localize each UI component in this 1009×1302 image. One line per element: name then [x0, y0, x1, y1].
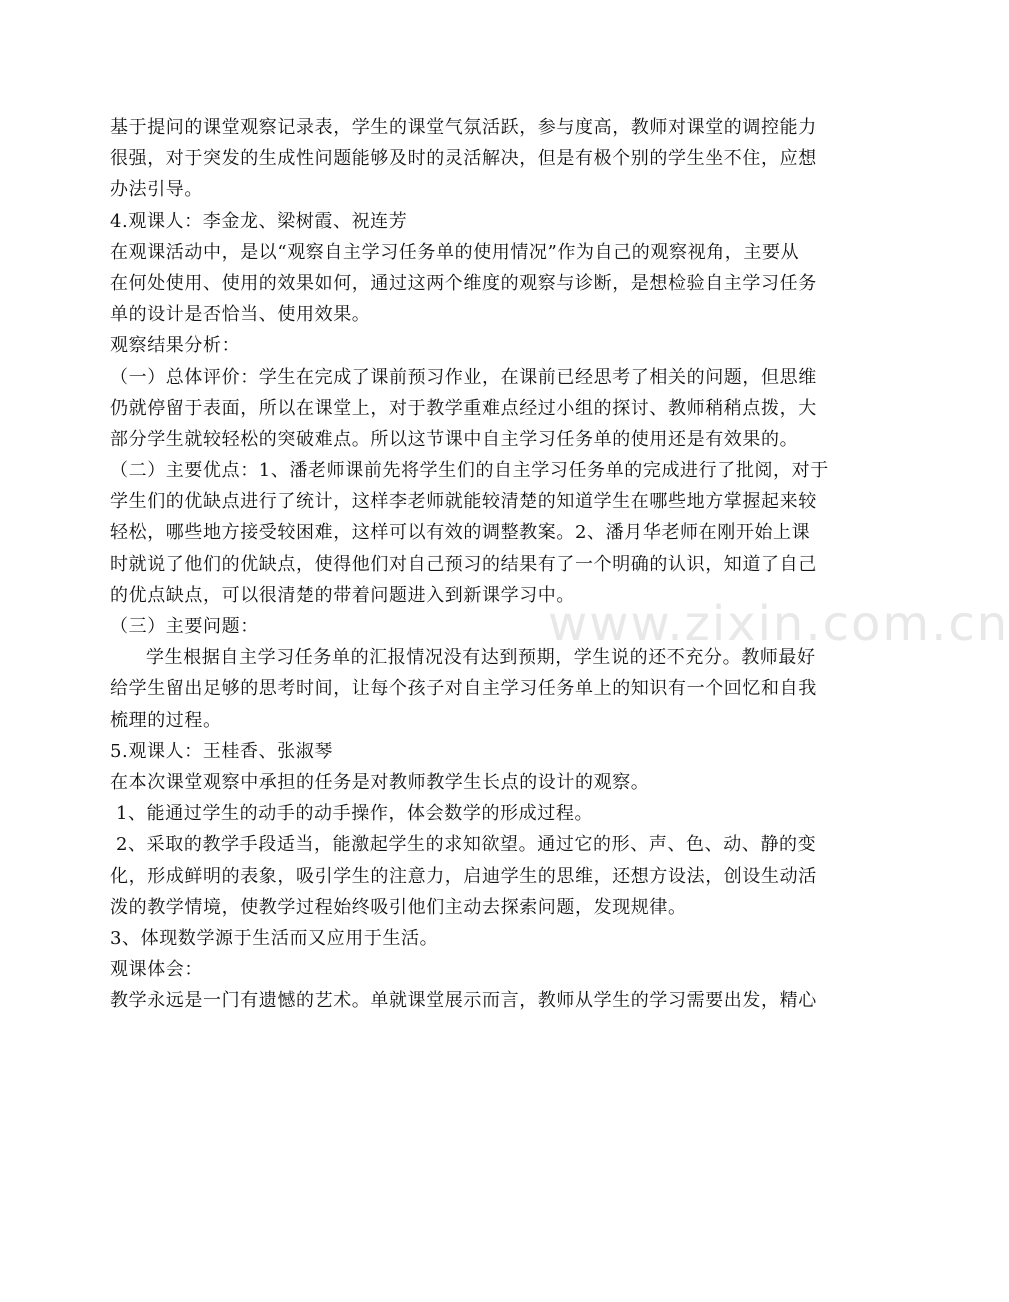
list-item: 3、体现数学源于生活而又应用于生活。 [110, 927, 439, 949]
text-line: 在观课活动中，是以“观察自主学习任务单的使用情况”作为自己的观察视角，主要从 [110, 241, 800, 263]
document-body [110, 112, 829, 1016]
text-line: 部分学生就较轻松的突破难点。所以这节课中自主学习任务单的使用还是有效果的。 [110, 428, 799, 450]
subheading-main-problems: （三）主要问题： [110, 616, 259, 637]
text-line: 时就说了他们的优缺点，使得他们对自己预习的结果有了一个明确的认识，知道了自己 [110, 553, 817, 575]
text-line: 仍就停留于表面，所以在课堂上，对于教学重难点经过小组的探讨、教师稍稍点拨，大 [110, 397, 817, 419]
text-line: 单的设计是否恰当、使用效果。 [110, 304, 371, 326]
subheading-reflection: 观课体会： [110, 959, 203, 981]
text-line: 在何处使用、使用的效果如何，通过这两个维度的观察与诊断，是想检验自主学习任务 [110, 272, 817, 294]
text-line: 轻松，哪些地方接受较困难，这样可以有效的调整教案。2、潘月华老师在刚开始上课 [110, 522, 811, 544]
text-line: 教学永远是一门有遗憾的艺术。单就课堂展示而言，教师从学生的学习需要出发，精心 [110, 990, 817, 1012]
text-line: （一）总体评价：学生在完成了课前预习作业，在课前已经思考了相关的问题，但思维 [110, 366, 817, 388]
text-line: 学生根据自主学习任务单的汇报情况没有达到预期，学生说的还不充分。教师最好 [146, 647, 816, 669]
watermark: www.zixin.com.cn [548, 596, 1009, 652]
text-line: 办法引导。 [110, 179, 203, 201]
section-heading-observer-5: 5.观课人：王桂香、张淑琴 [110, 740, 333, 762]
text-line: 基于提问的课堂观察记录表，学生的课堂气氛活跃，参与度高，教师对课堂的调控能力 [110, 117, 817, 138]
list-item: 1、能通过学生的动手的动手操作，体会数学的形成过程。 [116, 803, 594, 825]
text-line: 给学生留出足够的思考时间，让每个孩子对自主学习任务单上的知识有一个回忆和自我 [110, 678, 817, 700]
text-line: 的优点缺点，可以很清楚的带着问题进入到新课学习中。 [110, 584, 575, 606]
text-line: （二）主要优点：1、潘老师课前先将学生们的自主学习任务单的完成进行了批阅，对于 [110, 460, 829, 482]
text-line: 很强，对于突发的生成性问题能够及时的灵活解决，但是有极个别的学生坐不住，应想 [110, 148, 817, 170]
text-line: 学生们的优缺点进行了统计，这样李老师就能较清楚的知道学生在哪些地方掌握起来较 [110, 491, 817, 513]
text-line: 梳理的过程。 [110, 709, 222, 731]
text-line: 在本次课堂观察中承担的任务是对教师教学生长点的设计的观察。 [110, 771, 650, 793]
subheading-analysis: 观察结果分析： [110, 335, 241, 357]
section-heading-observer-4: 4.观课人：李金龙、梁树霞、祝连芳 [110, 210, 408, 232]
text-line: 泼的教学情境，使教学过程始终吸引他们主动去探索问题，发现规律。 [110, 896, 687, 918]
text-line: 化，形成鲜明的表象，吸引学生的注意力，启迪学生的思维，还想方设法，创设生动活 [110, 865, 817, 887]
list-item: 2、采取的教学手段适当，能激起学生的求知欲望。通过它的形、声、色、动、静的变 [116, 834, 817, 856]
